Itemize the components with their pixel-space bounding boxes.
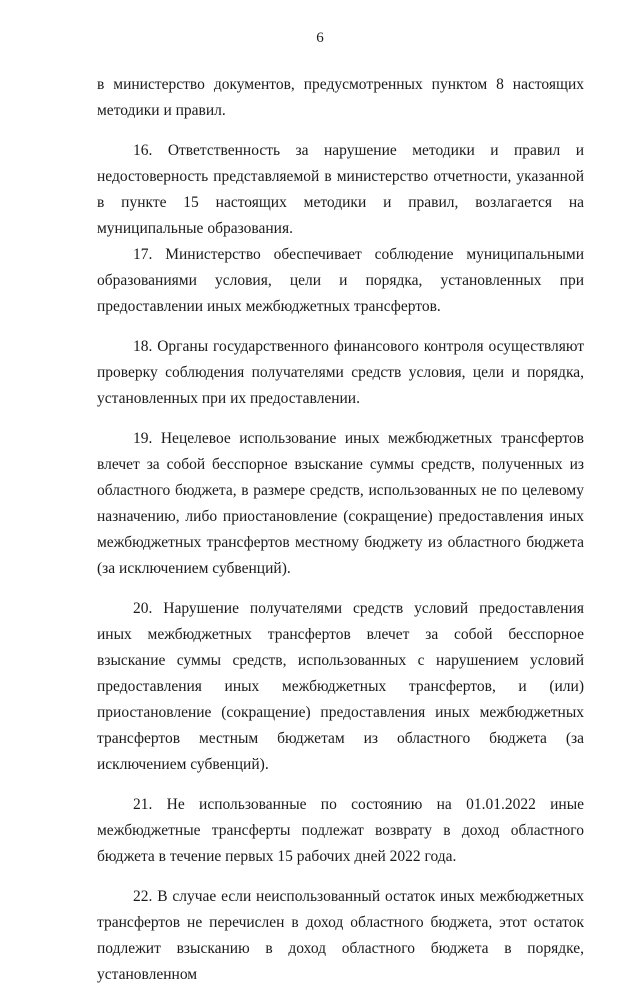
document-body <box>97 72 584 988</box>
paragraph-18: 18. Органы государственного финансового контроля осуществляют проверку соблюдения получателями средств условия, цели и порядка, установленных при их предоставлении. <box>97 338 584 407</box>
paragraph-19: 19. Нецелевое использование иных межбюджетных трансфертов влечет за собой бесспорное взыскание суммы средств, полученных из областного бюджета, в размере средств, использованных не по целевому назначению, либо приостановление (сокращение) предоставления иных межбюджетных трансфертов местному бюджету из областного бюджета (за исключением субвенций). <box>97 430 584 577</box>
paragraph-20: 20. Нарушение получателями средств условий предоставления иных межбюджетных трансфертов влечет за собой бесспорное взыскание суммы средств, использованных с нарушением условий предоставления иных межбюджетных трансфертов, и (или) приостановление (сокращение) предоставления иных межбюджетных трансфертов местным бюджетам из областного бюджета (за исключением субвенций). <box>97 600 584 773</box>
paragraph-21: 21. Не использованные по состоянию на 01.01.2022 иные межбюджетные трансферты подлежат возврату в доход областного бюджета в течение первых 15 рабочих дней 2022 года. <box>97 796 584 865</box>
paragraph-16: 16. Ответственность за нарушение методики и правил и недостоверность представляемой в министерство отчетности, указанной в пункте 15 настоящих методики и правил, возлагается на муниципальные образования. <box>97 142 584 237</box>
paragraph-17: 17. Министерство обеспечивает соблюдение муниципальными образованиями условия, цели и порядка, установленных при предоставлении иных межбюджетных трансфертов. <box>97 246 584 315</box>
paragraph-continuation: в министерство документов, предусмотренных пунктом 8 настоящих методики и правил. <box>97 76 584 119</box>
page-number: 6 <box>316 30 324 46</box>
paragraph-22: 22. В случае если неиспользованный остаток иных межбюджетных трансфертов не перечислен в доход областного бюджета, этот остаток подлежит взысканию в доход областного бюджета в порядке, установленном <box>97 888 584 983</box>
